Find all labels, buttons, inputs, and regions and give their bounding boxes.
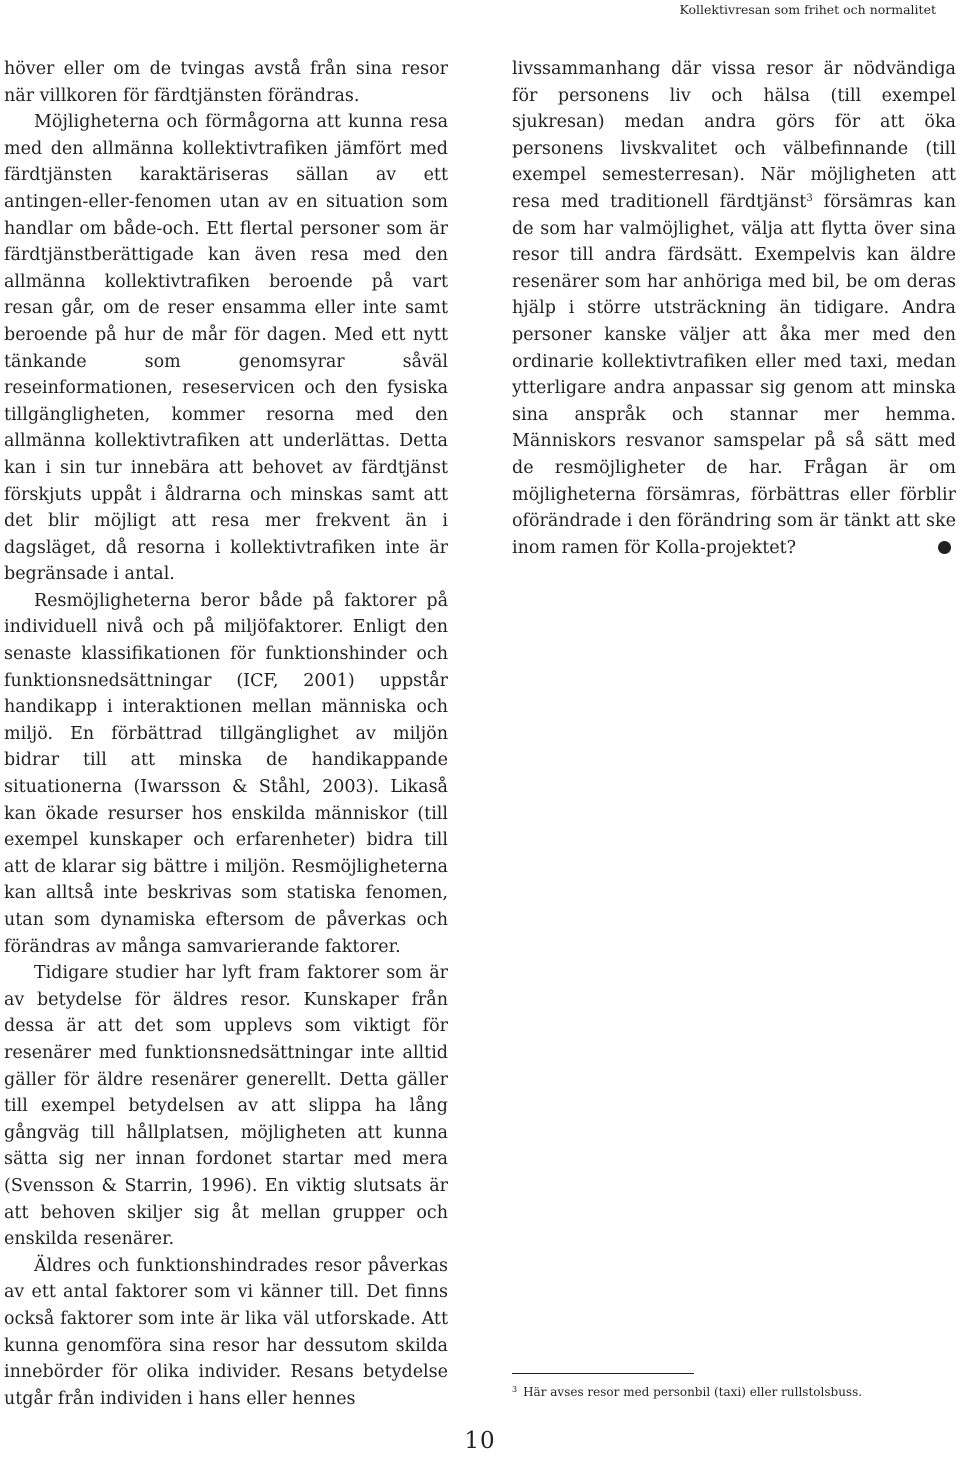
right-column: [512, 56, 956, 561]
footnote-text: Här avses resor med personbil (taxi) eller rullstolsbuss.: [523, 1385, 863, 1399]
paragraph-text: försämras kan de som har valmöjlighet, välja att flytta över sina resor till andra färdsätt. Exempelvis kan äldre resenärer som har anhöriga med bil, be om deras hjälp i större utsträckning än tidigare. Andra personer kanske väljer att åka mer med den ordinarie kollektivtrafiken eller med taxi, medan ytterligare andra anpassar sig genom att minska sina anspråk och stannar mer hemma. Människors resvanor samspelar på så sätt med de resmöjligheter de har. Frågan är om möjligheterna försämras, förbättras eller förblir oförändrade i den förändring som är tänkt att ske inom ramen för Kolla-projektet?: [512, 191, 956, 558]
running-header: Kollektivresan som frihet och normalitet: [679, 2, 936, 17]
paragraph: Tidigare studier har lyft fram faktorer som är av betydelse för äldres resor. Kunskaper från dessa är att det som upplevs som viktigt för resenärer med funktionsnedsättningar inte alltid gäller för äldre resenärer generellt. Detta gäller till exempel betydelsen av att slippa ha lång gångväg till hållplatsen, möjligheten att kunna sätta sig ner innan fordonet startar med mera (Svensson & Starrin, 1996). En viktig slutsats är att behoven skiljer sig åt mellan grupper och enskilda resenärer.: [4, 963, 448, 1250]
paragraph: Resmöjligheterna beror både på faktorer på individuell nivå och på miljöfaktorer. Enligt den senaste klassifikationen för funktionshinder och funktionsnedsättningar (ICF, 2001) uppstår handikapp i interaktionen mellan människa och miljö. En förbättrad tillgänglighet av miljön bidrar till att minska de handikappande situationerna (Iwarsson & Ståhl, 2003). Likaså kan ökade resurser hos enskilda människor (till exempel kunskaper och erfarenheter) bidra till att de klarar sig bättre i miljön. Resmöjligheterna kan alltså inte beskrivas som statiska fenomen, utan som dynamiska eftersom de påverkas och förändras av många samvarierande faktorer.: [4, 590, 448, 957]
left-column: [4, 56, 448, 1412]
paragraph: [512, 56, 956, 561]
paragraph-text: livssammanhang där vissa resor är nödvändiga för personens liv och hälsa (till exempel sjukresan) medan andra görs för att öka personens livskvalitet och välbefinnande (till exempel semesterresan). När möjligheten att resa med traditionell färdtjänst: [512, 59, 956, 212]
paragraph: höver eller om de tvingas avstå från sina resor när villkoren för färdtjänsten förändras.: [4, 59, 448, 106]
footnote-number: 3: [512, 1385, 518, 1394]
paragraph: Möjligheterna och förmågorna att kunna resa med den allmänna kollektivtrafiken jämfört med färdtjänsten karaktäriseras sällan av ett antingen-eller-fenomen utan av en situation som handlar om både-och. Ett flertal personer som är färdtjänstberättigade kan även resa med den allmänna kollektivtrafiken beroende på vart resan går, om de reser ensamma eller inte samt beroende på hur de mår för dagen. Med ett nytt tänkande som genomsyrar såväl reseinformationen, reseservicen och den fysiska tillgängligheten, kommer resorna med den allmänna kollektivtrafiken att underlättas. Detta kan i sin tur innebära att behovet av färdtjänst förskjuts uppåt i åldrarna och minskas samt att det blir möjligt att resa mer frekvent än i dagsläget, då resorna i kollektivtrafiken inte är begränsade i antal.: [4, 112, 448, 585]
page-number: 10: [464, 1428, 496, 1454]
footnote: [512, 1382, 956, 1400]
end-of-article-bullet-icon: [938, 541, 951, 554]
footnote-divider: [512, 1373, 694, 1374]
paragraph: Äldres och funktionshindrades resor påverkas av ett antal faktorer som vi känner till. Det finns också faktorer som inte är lika väl utforskade. Att kunna genomföra sina resor har dessutom skilda innebörder för olika individer. Resans betydelse utgår från individen i hans eller hennes: [4, 1255, 448, 1409]
footnote-reference: 3: [806, 192, 813, 204]
